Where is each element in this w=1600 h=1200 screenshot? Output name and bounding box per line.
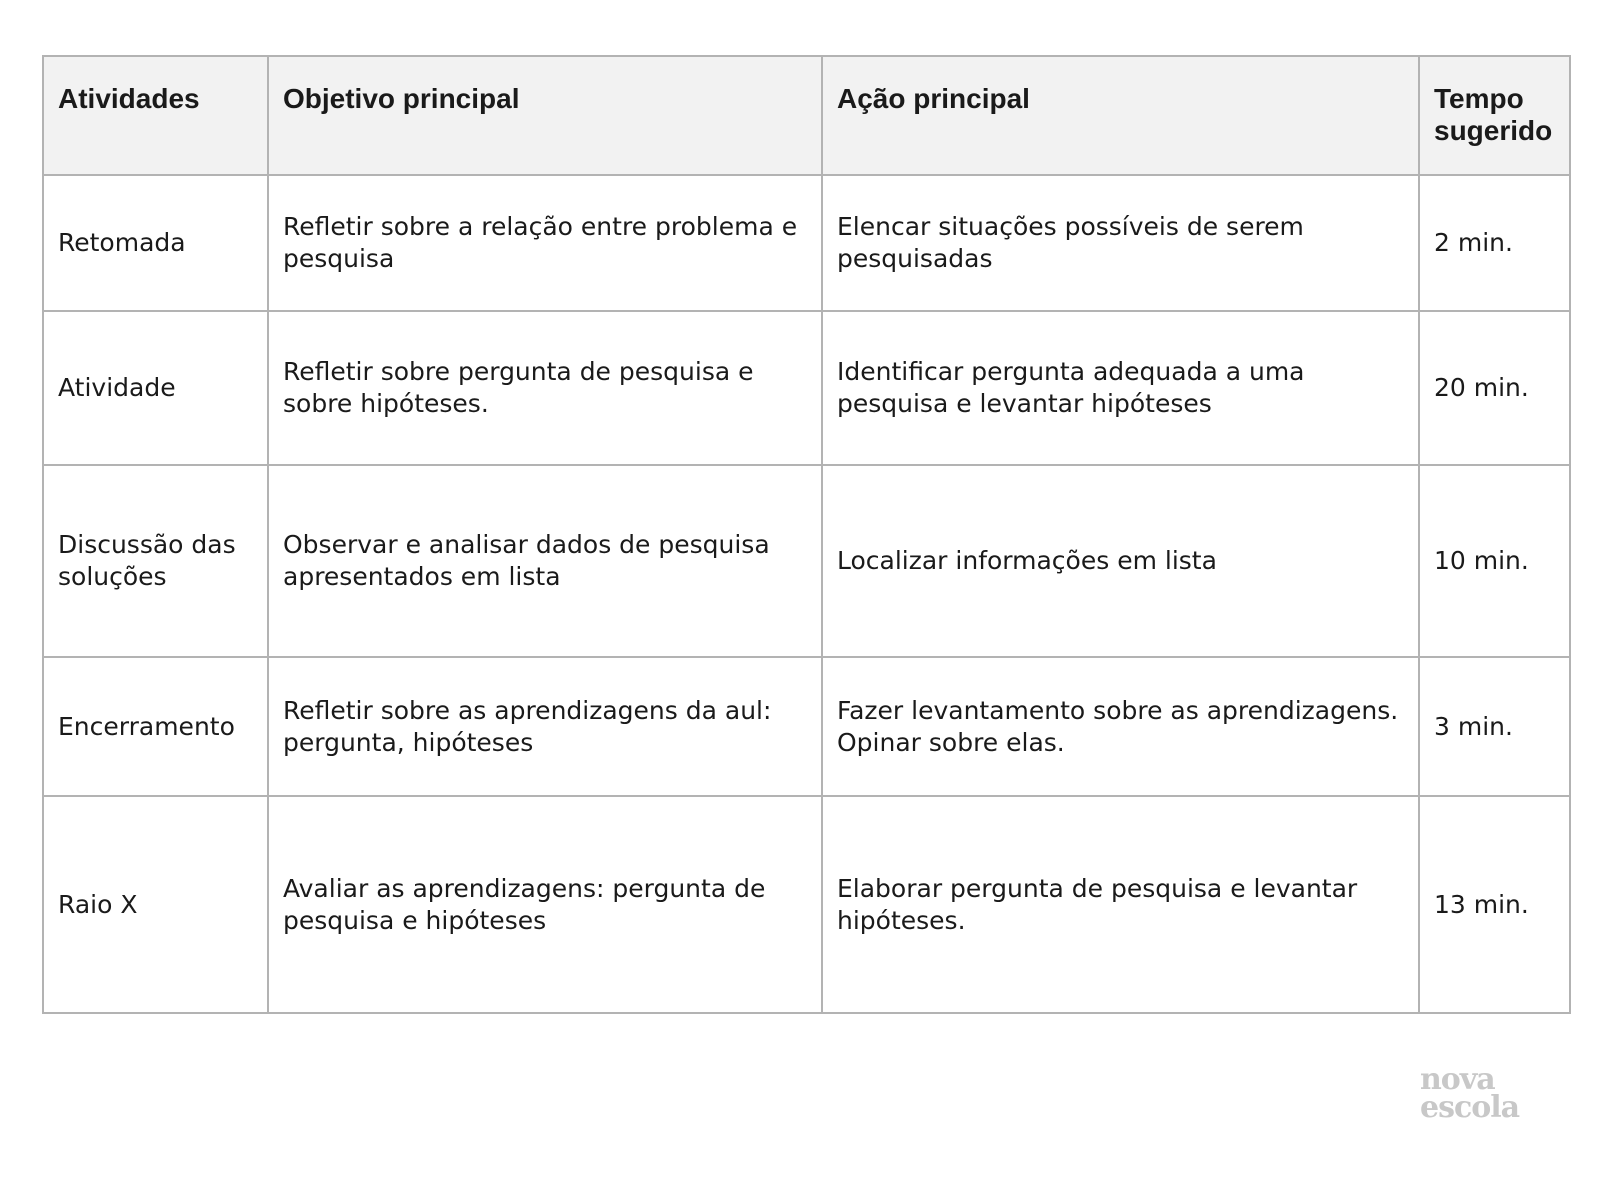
- cell-acao: Fazer levantamento sobre as aprendizagens. Opinar sobre elas.: [822, 657, 1419, 796]
- cell-objetivo: Refletir sobre as aprendizagens da aul: pergunta, hipóteses: [268, 657, 822, 796]
- table-row: [43, 796, 1570, 1013]
- cell-objetivo: Refletir sobre pergunta de pesquisa e sobre hipóteses.: [268, 311, 822, 465]
- cell-atividade: Atividade: [43, 311, 268, 465]
- cell-objetivo: Avaliar as aprendizagens: pergunta de pesquisa e hipóteses: [268, 796, 822, 1013]
- table-row: [43, 465, 1570, 657]
- logo-line-escola: escola: [1420, 1090, 1520, 1125]
- header-acao-principal: Ação principal: [822, 56, 1419, 175]
- cell-atividade: Retomada: [43, 175, 268, 311]
- cell-acao: Elaborar pergunta de pesquisa e levantar hipóteses.: [822, 796, 1419, 1013]
- nova-escola-logo: [1420, 1062, 1540, 1125]
- header-tempo-sugerido: Tempo sugerido: [1419, 56, 1570, 175]
- lesson-plan-table: [42, 55, 1571, 1014]
- cell-atividade: Discussão das soluções: [43, 465, 268, 657]
- table-row: [43, 175, 1570, 311]
- cell-tempo: 10 min.: [1419, 465, 1570, 657]
- header-row: [43, 56, 1570, 175]
- table-row: [43, 311, 1570, 465]
- cell-atividade: Raio X: [43, 796, 268, 1013]
- cell-tempo: 13 min.: [1419, 796, 1570, 1013]
- cell-objetivo: Refletir sobre a relação entre problema e pesquisa: [268, 175, 822, 311]
- cell-acao: Localizar informações em lista: [822, 465, 1419, 657]
- cell-tempo: 20 min.: [1419, 311, 1570, 465]
- table-header: [43, 56, 1570, 175]
- header-atividades: Atividades: [43, 56, 268, 175]
- cell-tempo: 2 min.: [1419, 175, 1570, 311]
- cell-objetivo: Observar e analisar dados de pesquisa apresentados em lista: [268, 465, 822, 657]
- header-objetivo-principal: Objetivo principal: [268, 56, 822, 175]
- cell-atividade: Encerramento: [43, 657, 268, 796]
- cell-acao: Identificar pergunta adequada a uma pesquisa e levantar hipóteses: [822, 311, 1419, 465]
- cell-acao: Elencar situações possíveis de serem pesquisadas: [822, 175, 1419, 311]
- cell-tempo: 3 min.: [1419, 657, 1570, 796]
- table-body: [43, 175, 1570, 1013]
- table-row: [43, 657, 1570, 796]
- logo-line-nova: nova: [1420, 1062, 1495, 1097]
